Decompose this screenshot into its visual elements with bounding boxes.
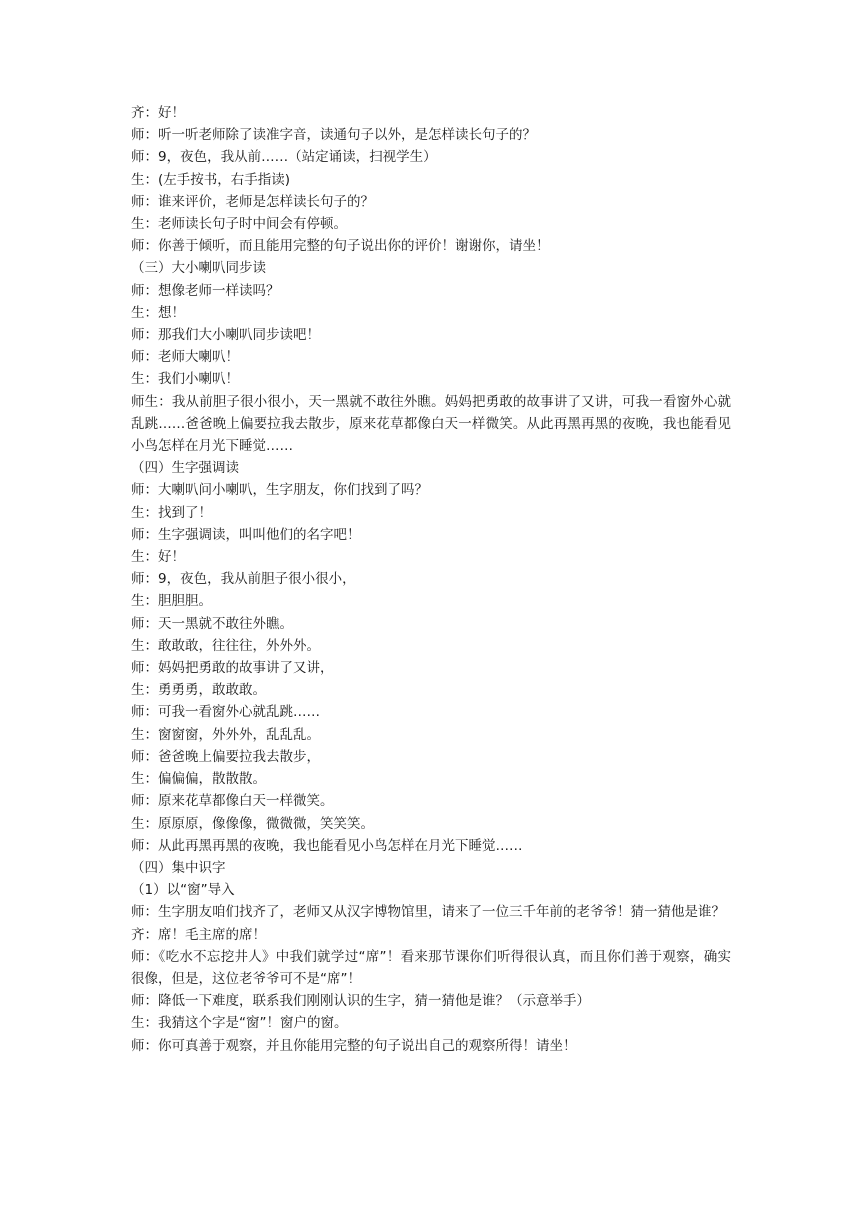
text-line: 师：天一黑就不敢往外瞧。: [131, 615, 293, 632]
text-line: 生：我猜这个字是“窗”！窗户的窗。: [131, 1015, 348, 1032]
text-line: 生：(左手按书，右手指读): [131, 171, 291, 188]
text-line: 齐：好！: [131, 105, 185, 121]
text-line: 师：大喇叭问小喇叭，生字朋友，你们找到了吗？: [131, 482, 428, 499]
text-line: 生：胆胆胆。: [131, 593, 212, 610]
text-line: 师：谁来评价，老师是怎样读长句子的？: [131, 193, 374, 210]
section-heading: （三）大小喇叭同步读: [131, 260, 266, 277]
text-line: 师：降低一下难度，联系我们刚刚认识的生字，猜一猜他是谁？（示意举手）: [131, 993, 590, 1010]
text-line: 师：生字强调读，叫叫他们的名字吧！: [131, 526, 361, 543]
text-paragraph: 师：生字朋友咱们找齐了，老师又从汉字博物馆里，请来了一位三千年前的老爷爷！猜一猜他是谁？: [131, 904, 725, 921]
text-line: 师：9，夜色，我从前……（站定诵读，扫视学生）: [131, 149, 437, 166]
text-line: 师：从此再黑再黑的夜晚，我也能看见小鸟怎样在月光下睡觉……: [131, 837, 523, 854]
text-paragraph: 师：《吃水不忘挖井人》中我们就学过“席”！看来那节课你们听得很认真，而且你们善于观察，确实很像，但是，这位老爷爷可不是“席”！: [131, 948, 731, 987]
text-line: 师：老师大喇叭！: [131, 349, 239, 366]
section-heading: （四）集中识字: [131, 859, 226, 876]
text-line: 生：窗窗窗，外外外，乱乱乱。: [131, 726, 320, 743]
text-line: 师：那我们大小喇叭同步读吧！: [131, 327, 320, 344]
text-line: 师：妈妈把勇敢的故事讲了又讲，: [131, 660, 334, 677]
text-line: 生：勇勇勇，敢敢敢。: [131, 682, 266, 699]
text-line: 生：老师读长句子时中间会有停顿。: [131, 216, 347, 233]
text-line: 师：可我一看窗外心就乱跳……: [131, 704, 320, 721]
text-line: 师：听一听老师除了读准字音，读通句子以外，是怎样读长句子的？: [131, 127, 536, 144]
text-line: 师：想像老师一样读吗？: [131, 282, 280, 299]
text-line: 生：偏偏偏，散散散。: [131, 771, 266, 788]
text-line: 师：你可真善于观察，并且你能用完整的句子说出自己的观察所得！请坐！: [131, 1037, 577, 1054]
text-line: 师：原来花草都像白天一样微笑。: [131, 793, 334, 810]
text-line: 生：找到了！: [131, 504, 212, 521]
text-line: 生：敢敢敢，往往往，外外外。: [131, 637, 320, 654]
text-line: 生：好！: [131, 549, 185, 566]
section-heading: （四）生字强调读: [131, 460, 239, 477]
text-line: 齐：席！毛主席的席！: [131, 926, 266, 943]
text-line: 师：爸爸晚上偏要拉我去散步，: [131, 748, 320, 765]
text-line: 生：我们小喇叭！: [131, 371, 239, 388]
text-line: 生：原原原，像像像，微微微，笑笑笑。: [131, 815, 374, 832]
subsection-heading: （1）以“窗”导入: [131, 882, 235, 899]
text-line: 师：9，夜色，我从前胆子很小很小，: [131, 571, 356, 588]
text-paragraph: 师生：我从前胆子很小很小，天一黑就不敢往外瞧。妈妈把勇敢的故事讲了又讲，可我一看窗外心就乱跳……爸爸晚上偏要拉我去散步，原来花草都像白天一样微笑。从此再黑再黑的夜晚，我也能看见小鸟怎样在月光下睡觉……: [131, 393, 731, 455]
text-line: 生：想！: [131, 304, 185, 321]
text-line: 师：你善于倾听，而且能用完整的句子说出你的评价！谢谢你，请坐！: [131, 238, 550, 255]
